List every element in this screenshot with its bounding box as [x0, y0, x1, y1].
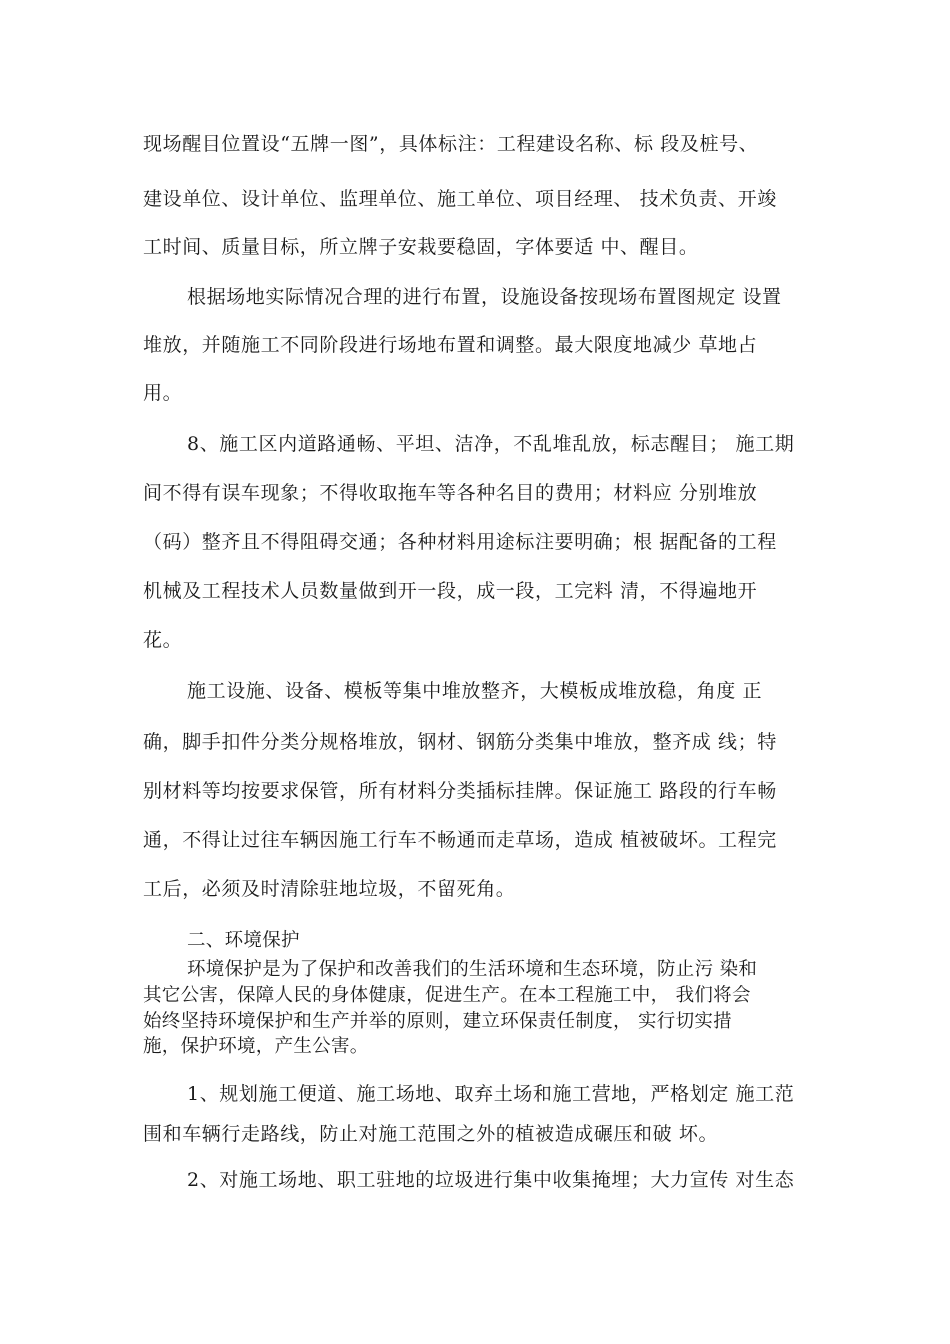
text-line: 现场醒目位置设“五牌一图”，具体标注：工程建设名称、标 段及桩号、: [143, 133, 759, 155]
text-line: 施，保护环境，产生公害。: [143, 1036, 369, 1057]
text-line: 环境保护是为了保护和改善我们的生活环境和生态环境，防止污 染和: [187, 959, 758, 980]
text-line: 别材料等均按要求保管，所有材料分类插标挂牌。保证施工 路段的行车畅: [143, 780, 777, 802]
text-line: 施工设施、设备、模板等集中堆放整齐，大模板成堆放稳，角度 正: [187, 680, 763, 702]
text-line: 工时间、质量目标，所立牌子安栽要稳固，字体要适 中、醒目。: [143, 236, 699, 258]
text-line: 通，不得让过往车辆因施工行车不畅通而走草场，造成 植被破坏。工程完: [143, 829, 777, 851]
text-line: 围和车辆行走路线，防止对施工范围之外的植被造成碾压和破 坏。: [143, 1123, 719, 1145]
text-line: 始终坚持环境保护和生产并举的原则，建立环保责任制度， 实行切实措: [143, 1011, 732, 1032]
text-line: 用。: [143, 382, 183, 404]
text-line: 确，脚手扣件分类分规格堆放，钢材、钢筋分类集中堆放，整齐成 线；特: [143, 731, 777, 753]
text-line: 2、对施工场地、职工驻地的垃圾进行集中收集掩埋；大力宣传 对生态: [187, 1169, 795, 1191]
text-line: 工后，必须及时清除驻地垃圾，不留死角。: [143, 878, 516, 900]
text-line: 其它公害，保障人民的身体健康，促进生产。在本工程施工中， 我们将会: [143, 985, 751, 1006]
section-heading: 二、环境保护: [187, 930, 300, 951]
text-line: 堆放，并随施工不同阶段进行场地布置和调整。最大限度地减少 草地占: [143, 334, 758, 356]
text-line: 1、规划施工便道、施工场地、取弃土场和施工营地，严格划定 施工范: [187, 1083, 795, 1105]
text-line: 机械及工程技术人员数量做到开一段，成一段，工完料 清，不得遍地开: [143, 580, 758, 602]
text-line: 建设单位、设计单位、监理单位、施工单位、项目经理、 技术负责、开竣: [143, 188, 777, 210]
text-line: 花。: [143, 629, 183, 651]
text-line: 根据场地实际情况合理的进行布置，设施设备按现场布置图规定 设置: [187, 286, 782, 308]
text-line: 间不得有误车现象；不得收取拖车等各种名目的费用；材料应 分别堆放: [143, 482, 758, 504]
text-line: （码）整齐且不得阻碍交通；各种材料用途标注要明确；根 据配备的工程: [143, 531, 777, 553]
text-line: 8、施工区内道路通畅、平坦、洁净，不乱堆乱放，标志醒目； 施工期: [187, 433, 795, 455]
